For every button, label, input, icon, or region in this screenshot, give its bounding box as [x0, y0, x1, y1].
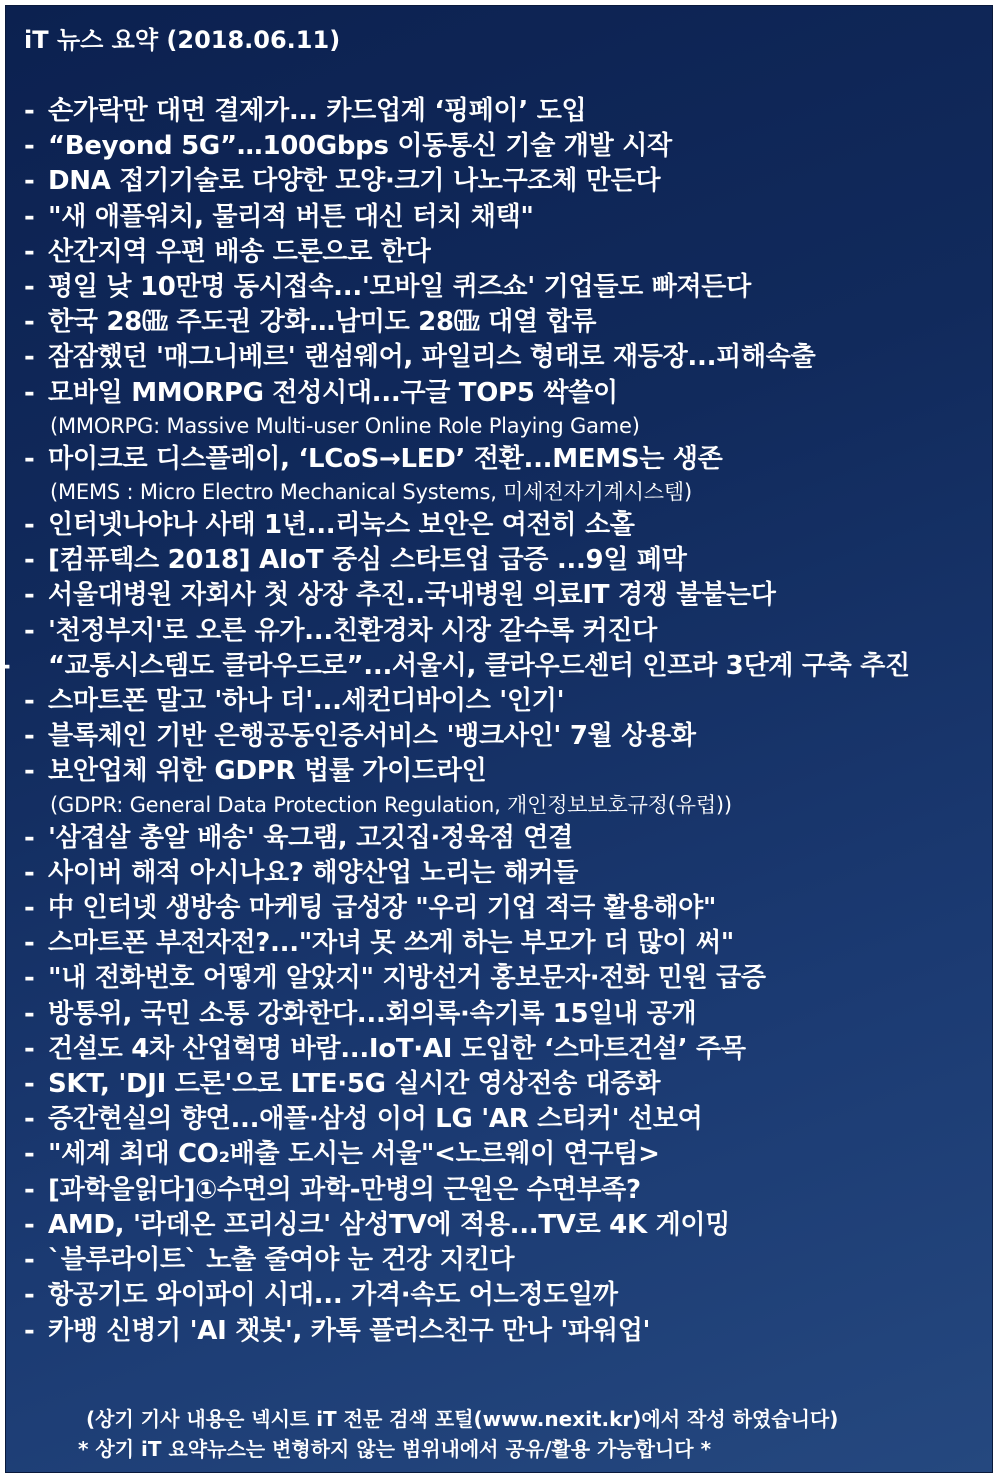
news-headline: 中 인터넷 생방송 마케팅 급성장 "우리 기업 적극 활용해야": [48, 893, 717, 924]
news-item: [24, 376, 979, 411]
bullet-dash: -: [24, 686, 35, 717]
news-panel: [0, 5, 993, 1473]
bullet-dash: -: [24, 998, 35, 1029]
news-headline: 서울대병원 자회사 첫 상장 추진..국내병원 의료IT 경쟁 불붙는다: [48, 580, 776, 611]
news-headline: 잠잠했던 '매그니베르' 랜섬웨어, 파일리스 형태로 재등장...피해속출: [48, 342, 816, 373]
bullet-dash: -: [24, 1139, 35, 1170]
news-headline: 증간현실의 향연...애플·삼성 이어 LG 'AR 스티커' 선보여: [48, 1104, 703, 1135]
news-headline: DNA 접기기술로 다양한 모양·크기 나노구조체 만든다: [48, 166, 661, 197]
bullet-dash: -: [24, 1280, 35, 1311]
news-item-note: (MMORPG: Massive Multi-user Online Role Playing Game): [50, 413, 640, 438]
news-item: [24, 856, 979, 891]
bullet-dash: -: [24, 721, 35, 752]
news-headline: 손가락만 대면 결제가... 카드업계 ‘핑페이’ 도입: [48, 96, 587, 126]
news-headline: 방통위, 국민 소통 강화한다...회의록·속기록 15일내 공개: [48, 998, 697, 1029]
bullet-dash: -: [24, 96, 35, 126]
news-item: [24, 961, 979, 996]
bullet-dash: -: [24, 236, 35, 267]
news-headline: 사이버 해적 아시나요? 해양산업 노리는 해커들: [48, 857, 579, 888]
news-headline: 한국 28㎓ 주도권 강화…남미도 28㎓ 대열 합류: [48, 307, 597, 338]
bullet-dash: -: [24, 1315, 35, 1346]
bullet-dash: -: [24, 1209, 35, 1240]
footer: [6, 1404, 994, 1464]
news-item-note: (GDPR: General Data Protection Regulation, 개인정보보호규정(유럽)): [50, 792, 732, 817]
news-headline: 인터넷나야나 사태 1년...리눅스 보안은 여전히 소홀: [48, 510, 635, 541]
news-item: [24, 891, 979, 926]
news-headline: '삼겹살 총알 배송' 육그램, 고깃집·정육점 연결: [48, 822, 573, 853]
bullet-dash: -: [24, 166, 35, 197]
news-item: [24, 305, 979, 340]
bullet-dash: -: [24, 377, 35, 408]
news-headline: “Beyond 5G”…100Gbps 이동통신 기술 개발 시작: [48, 131, 672, 162]
page-title: iT 뉴스 요약 (2018.06.11): [24, 26, 341, 54]
news-item: [24, 1314, 979, 1349]
news-headline: 블록체인 기반 은행공동인증서비스 '뱅크사인' 7월 상용화: [48, 721, 696, 752]
bullet-dash: -: [24, 893, 35, 924]
footer-source-note: (상기 기사 내용은 넥시트 iT 전문 검색 포털(www.nexit.kr)에서 작성 하였습니다): [86, 1407, 839, 1431]
news-item: [24, 508, 979, 543]
bullet-dash: -: [24, 131, 35, 162]
news-headline: 항공기도 와이파이 시대... 가격·속도 어느정도일까: [48, 1280, 618, 1311]
bullet-dash: -: [24, 1245, 35, 1276]
news-headline: “교통시스템도 클라우드로”...서울시, 클라우드센터 인프라 3단계 구축 추진: [48, 650, 910, 681]
bullet-dash: -: [24, 342, 35, 373]
news-headline: '천정부지'로 오른 유가...친환경차 시장 갈수록 커진다: [48, 615, 657, 646]
news-item: [24, 926, 979, 961]
news-item: [24, 1067, 979, 1102]
news-headline: 산간지역 우편 배송 드론으로 한다: [48, 236, 431, 267]
news-item: [24, 614, 979, 649]
bullet-dash: -: [24, 615, 35, 646]
news-headline: "세계 최대 CO₂배출 도시는 서울"<노르웨이 연구팀>: [48, 1139, 660, 1170]
news-item: [24, 1243, 979, 1278]
news-item: [24, 1137, 979, 1172]
news-item: [24, 129, 979, 164]
bullet-dash: -: [24, 201, 35, 232]
news-item: [24, 270, 979, 305]
bullet-dash: -: [24, 1033, 35, 1064]
news-item: [24, 200, 979, 235]
news-item: [24, 1173, 979, 1208]
bullet-dash: -: [24, 822, 35, 853]
news-headline: 평일 낮 10만명 동시접속...'모바일 퀴즈쇼' 기업들도 빠져든다: [48, 272, 751, 303]
bullet-dash: -: [24, 857, 35, 888]
news-headline: AMD, '라데온 프리싱크' 삼성TV에 적용...TV로 4K 게이밍: [48, 1209, 731, 1240]
bullet-dash: -: [24, 963, 35, 994]
bullet-dash: -: [24, 307, 35, 338]
news-headline: SKT, 'DJI 드론'으로 LTE·5G 실시간 영상전송 대중화: [48, 1069, 661, 1100]
bullet-dash: -: [24, 443, 35, 474]
news-headline: 카뱅 신병기 'AI 챗봇', 카톡 플러스친구 만나 '파워업': [48, 1315, 651, 1346]
news-item: [24, 164, 979, 199]
bullet-dash: -: [0, 650, 11, 681]
bullet-dash: -: [24, 545, 35, 576]
news-item: [24, 1278, 979, 1313]
footer-usage-note: * 상기 iT 요약뉴스는 변형하지 않는 범위내에서 공유/활용 가능합니다 *: [78, 1437, 712, 1461]
news-headline: 스마트폰 부전자전?..."자녀 못 쓰게 하는 부모가 더 많이 써": [48, 928, 734, 959]
bullet-dash: -: [24, 510, 35, 541]
news-item: [24, 235, 979, 270]
news-headline: 마이크로 디스플레이, ‘LCoS→LED’ 전환...MEMS는 생존: [48, 443, 723, 474]
news-headline: "새 애플워치, 물리적 버튼 대신 터치 채택": [48, 201, 534, 232]
news-list: [0, 94, 979, 1349]
news-item: [24, 1208, 979, 1243]
news-item: [24, 1032, 979, 1067]
news-item: [24, 754, 979, 789]
news-content: [0, 20, 979, 1349]
bullet-dash: -: [24, 1069, 35, 1100]
news-item: [24, 340, 979, 375]
bullet-dash: -: [24, 1104, 35, 1135]
bullet-dash: -: [24, 580, 35, 611]
news-headline: 건설도 4차 산업혁명 바람...IoT·AI 도입한 ‘스마트건설’ 주목: [48, 1033, 746, 1064]
news-headline: 보안업체 위한 GDPR 법률 가이드라인: [48, 756, 487, 787]
news-headline: 모바일 MMORPG 전성시대...구글 TOP5 싹쓸이: [48, 377, 618, 408]
news-item: [0, 649, 979, 684]
bullet-dash: -: [24, 756, 35, 787]
news-item: [24, 821, 979, 856]
news-item: [24, 1102, 979, 1137]
news-headline: [컴퓨텍스 2018] AIoT 중심 스타트업 급증 ...9일 폐막: [48, 545, 687, 576]
news-headline: `블루라이트` 노출 줄여야 눈 건강 지킨다: [48, 1245, 515, 1276]
news-item: [24, 578, 979, 613]
news-item: [24, 719, 979, 754]
news-item: [24, 684, 979, 719]
news-item: [24, 997, 979, 1032]
news-headline: [과학을읽다]①수면의 과학-만병의 근원은 수면부족?: [48, 1174, 641, 1205]
bullet-dash: -: [24, 928, 35, 959]
news-item: [24, 442, 979, 477]
bullet-dash: -: [24, 272, 35, 303]
news-item: [24, 543, 979, 578]
news-item-note: (MEMS : Micro Electro Mechanical Systems, 미세전자기계시스템): [50, 480, 692, 505]
news-headline: "내 전화번호 어떻게 알았지" 지방선거 홍보문자·전화 민원 급증: [48, 963, 766, 994]
news-item: [24, 94, 979, 129]
news-headline: 스마트폰 말고 '하나 더'...세컨디바이스 '인기': [48, 686, 565, 717]
bullet-dash: -: [24, 1174, 35, 1205]
